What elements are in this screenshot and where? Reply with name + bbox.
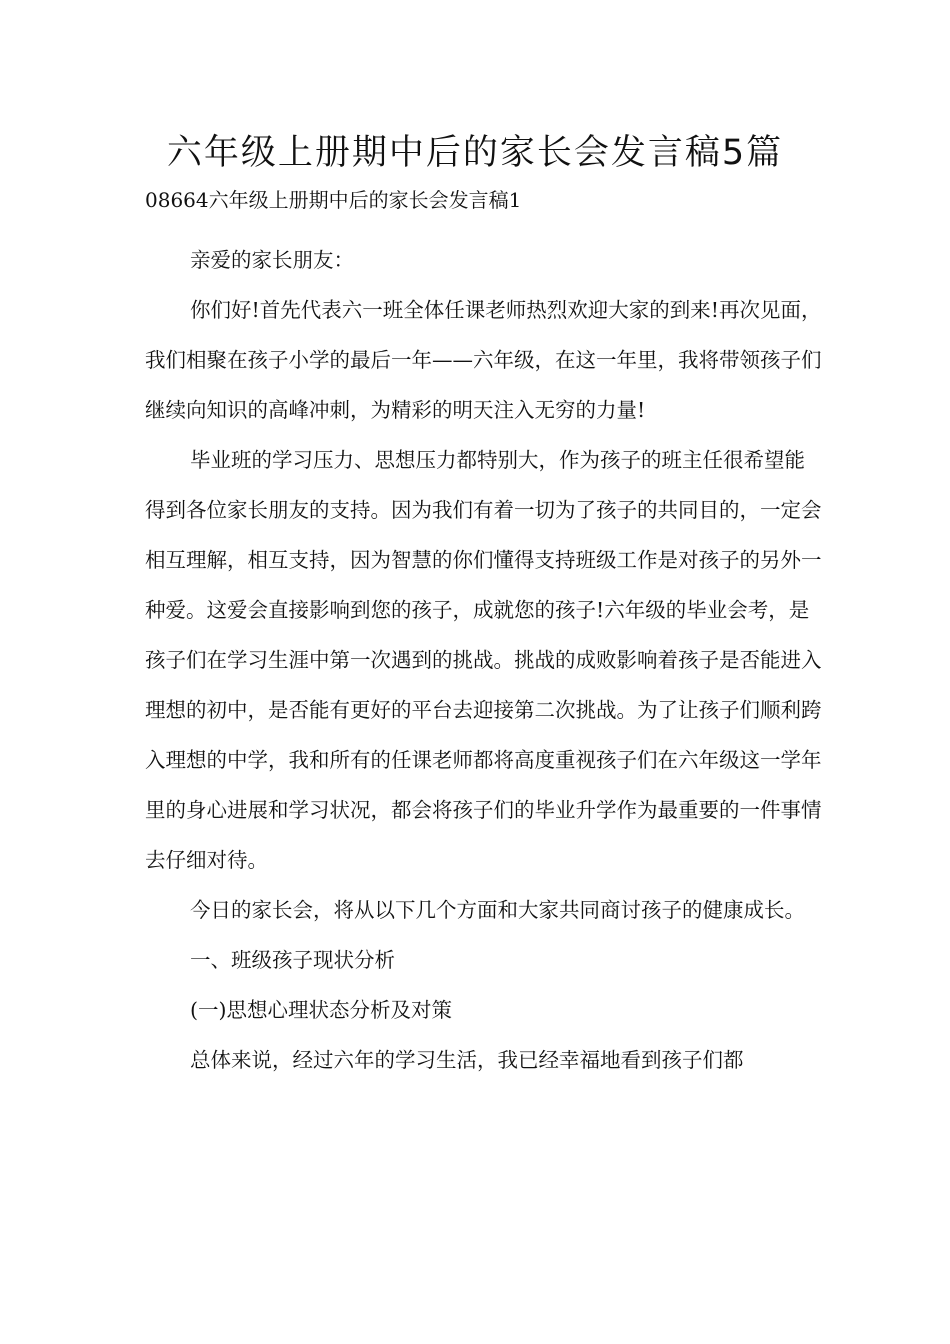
document-body — [145, 235, 825, 1085]
section-heading: 一、班级孩子现状分析 — [190, 948, 395, 972]
paragraph-agenda: 今日的家长会，将从以下几个方面和大家共同商讨孩子的健康成长。 — [190, 898, 805, 922]
document-subtitle: 08664六年级上册期中后的家长会发言稿1 — [145, 188, 522, 212]
subsection-heading: (一)思想心理状态分析及对策 — [190, 998, 452, 1022]
paragraph-welcome: 你们好!首先代表六一班全体任课老师热烈欢迎大家的到来!再次见面，我们相聚在孩子小学的最后一年——六年级，在这一年里，我将带领孩子们继续向知识的高峰冲刺，为精彩的明天注入无穷的力量! — [145, 298, 822, 422]
paragraph-support: 毕业班的学习压力、思想压力都特别大，作为孩子的班主任很希望能得到各位家长朋友的支持。因为我们有着一切为了孩子的共同目的，一定会相互理解，相互支持，因为智慧的你们懂得支持班级工作是对孩子的另外一种爱。这爱会直接影响到您的孩子，成就您的孩子!六年级的毕业会考，是孩子们在学习生涯中第一次遇到的挑战。挑战的成败影响着孩子是否能进入理想的初中，是否能有更好的平台去迎接第二次挑战。为了让孩子们顺利跨入理想的中学，我和所有的任课老师都将高度重视孩子们在六年级这一学年里的身心进展和学习状况，都会将孩子们的毕业升学作为最重要的一件事情去仔细对待。 — [145, 448, 822, 872]
paragraph-greeting: 亲爱的家长朋友： — [190, 248, 354, 272]
paragraph-summary: 总体来说，经过六年的学习生活，我已经幸福地看到孩子们都 — [190, 1048, 744, 1072]
document-title: 六年级上册期中后的家长会发言稿5篇 — [166, 133, 784, 173]
